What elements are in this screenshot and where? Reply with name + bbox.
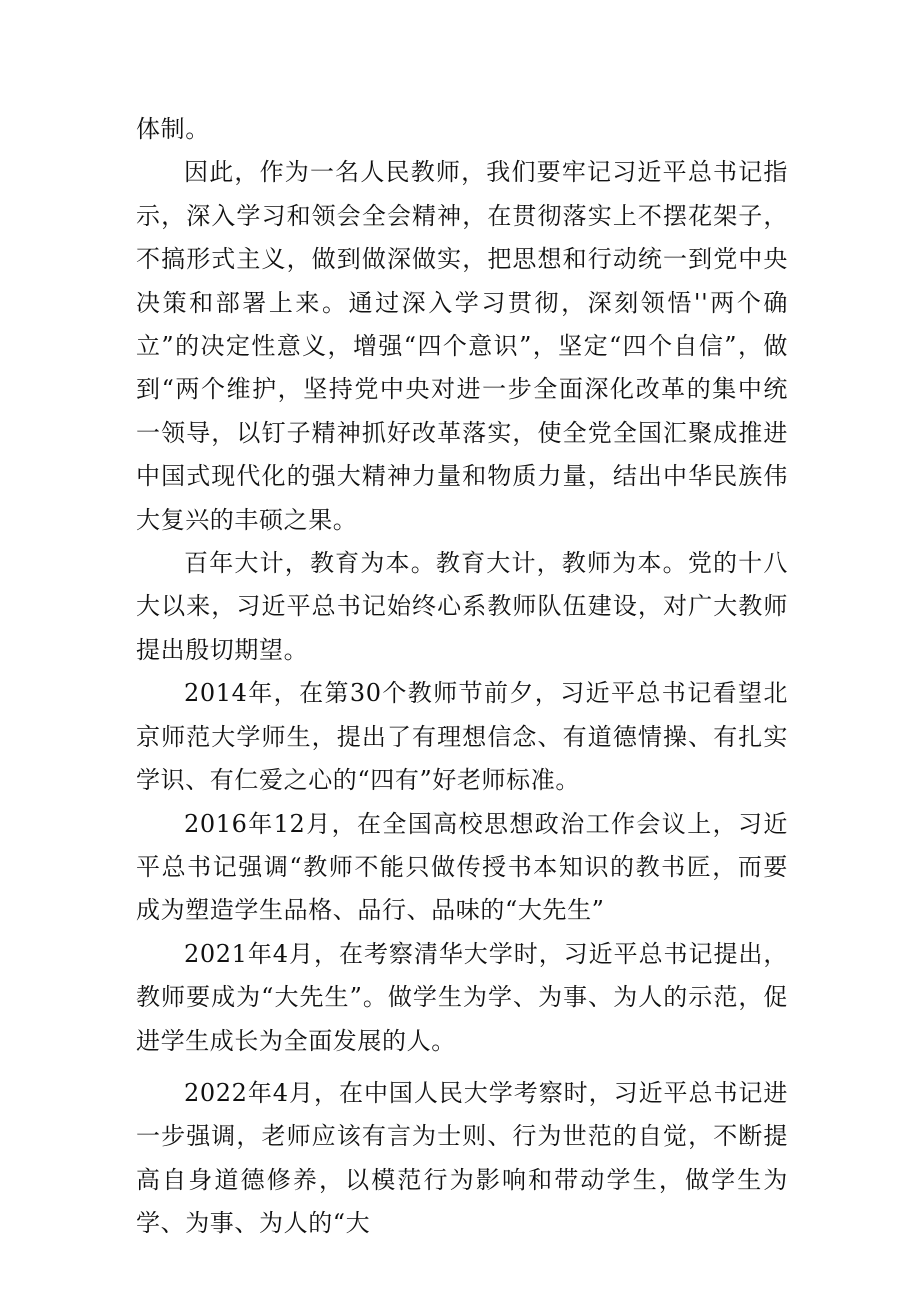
- paragraph-2022: 2022年4月，在中国人民大学考察时，习近平总书记进一步强调，老师应该有言为士则、行为世范的自觉，不断提高自身道德修养，以模范行为影响和带动学生，做学生为学、为事、为人的“大: [136, 1078, 788, 1238]
- paragraph-teacher-duty: 因此，作为一名人民教师，我们要牢记习近平总书记指示，深入学习和领会全会精神，在贯彻落实上不摆花架子，不搞形式主义，做到做深做实，把思想和行动统一到党中央决策和部署上来。通过深入学习贯彻，深刻领悟''两个确立”的决定性意义，增强“四个意识”，坚定“四个自信”，做到“两个维护，坚持党中央对进一步全面深化改革的集中统一领导，以钉子精神抓好改革落实，使全党全国汇聚成推进中国式现代化的强大精神力量和物质力量，结出中华民族伟大复兴的丰硕之果。: [136, 158, 788, 534]
- paragraph-continuation: 体制。: [136, 115, 210, 143]
- body-text: [136, 108, 788, 1246]
- paragraph-2021: 2021年4月，在考察清华大学时，习近平总书记提出，教师要成为“大先生”。做学生为学、为事、为人的示范，促进学生成长为全面发展的人。: [136, 939, 788, 1055]
- paragraph-2014: 2014年，在第30个教师节前夕，习近平总书记看望北京师范大学师生，提出了有理想信念、有道德情操、有扎实学识、有仁爱之心的“四有”好老师标准。: [136, 679, 788, 795]
- paragraph-education-foundation: 百年大计，教育为本。教育大计，教师为本。党的十八大以来，习近平总书记始终心系教师队伍建设，对广大教师提出殷切期望。: [136, 549, 788, 664]
- paragraph-2016: 2016年12月，在全国高校思想政治工作会议上，习近平总书记强调“教师不能只做传授书本知识的教书匠，而要成为塑造学生品格、品行、品味的“大先生”: [136, 809, 788, 925]
